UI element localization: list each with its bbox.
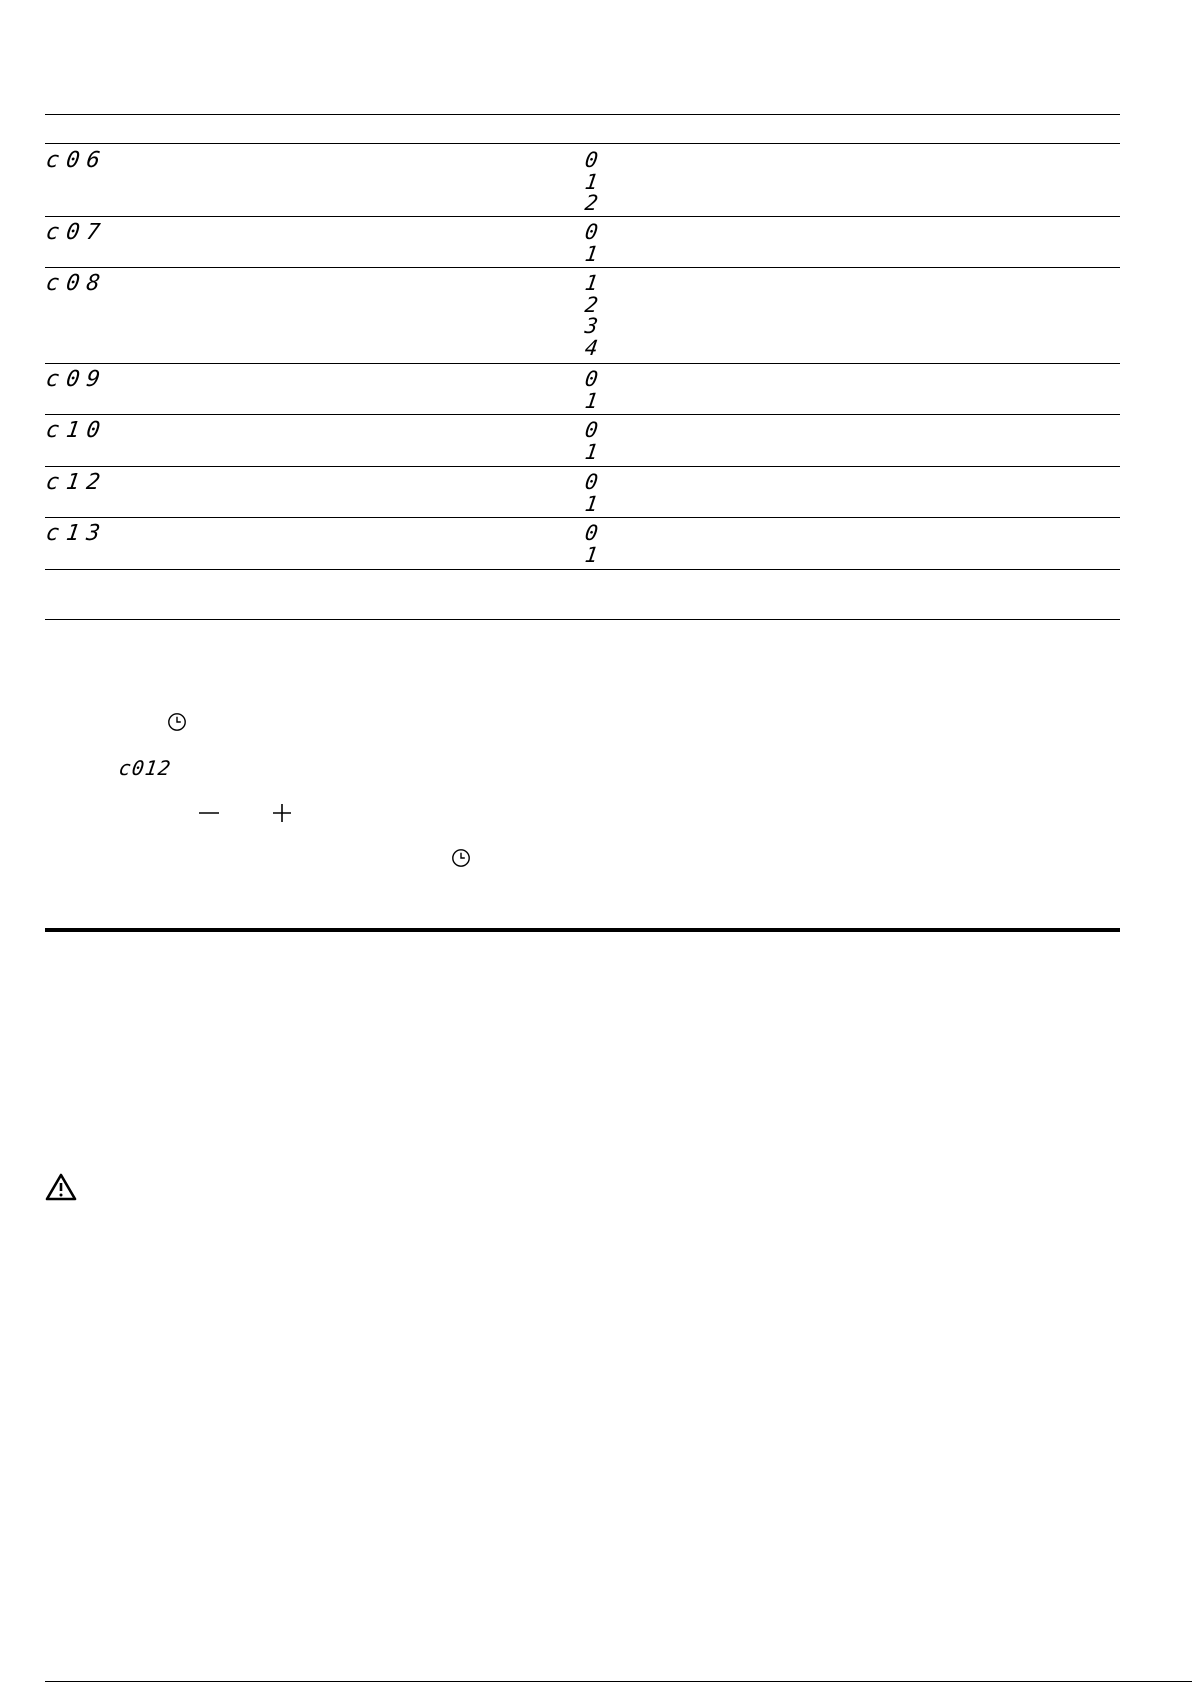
setting-value: 1 <box>583 542 600 567</box>
table-top-rule <box>45 114 1120 115</box>
setting-code: c06 <box>44 148 109 173</box>
clock-icon <box>167 712 187 737</box>
plus-icon <box>272 803 292 828</box>
row-divider <box>45 414 1120 415</box>
setting-value: 1 <box>583 241 600 266</box>
setting-code: c09 <box>44 367 109 392</box>
setting-value: 0 <box>583 148 600 172</box>
row-divider <box>45 363 1120 364</box>
setting-values <box>585 222 598 265</box>
setting-value: 2 <box>583 191 600 215</box>
setting-value: 0 <box>583 521 600 545</box>
row-divider <box>45 466 1120 467</box>
setting-code-display: c012 <box>117 756 173 780</box>
setting-value: 0 <box>583 220 600 244</box>
setting-value: 3 <box>583 314 600 338</box>
warning-icon <box>45 1173 77 1206</box>
setting-values <box>585 523 598 566</box>
setting-value: 1 <box>583 439 600 464</box>
row-divider <box>45 517 1120 518</box>
setting-values <box>585 369 598 412</box>
page-footer-rule <box>45 1681 1192 1682</box>
setting-values <box>585 420 598 463</box>
table-header-rule <box>45 143 1120 144</box>
row-divider <box>45 569 1120 570</box>
row-divider <box>45 216 1120 217</box>
minus-icon <box>198 805 220 826</box>
setting-value: 0 <box>583 418 600 442</box>
clock-icon <box>451 848 471 873</box>
setting-values <box>585 472 598 515</box>
setting-code: c08 <box>44 271 109 296</box>
table-bottom-rule <box>45 619 1120 620</box>
setting-value: 1 <box>583 271 600 295</box>
row-divider <box>45 267 1120 268</box>
setting-values <box>585 150 598 215</box>
setting-code: c07 <box>44 220 109 245</box>
setting-value: 1 <box>583 491 600 516</box>
setting-values <box>585 273 598 359</box>
setting-value: 2 <box>583 292 600 317</box>
setting-value: 1 <box>583 169 600 194</box>
setting-code: c10 <box>44 418 109 443</box>
setting-code: c13 <box>44 521 109 546</box>
setting-code: c12 <box>44 470 109 495</box>
section-divider <box>45 928 1120 932</box>
setting-value: 1 <box>583 388 600 413</box>
setting-value: 0 <box>583 470 600 494</box>
setting-value: 4 <box>583 335 600 360</box>
setting-value: 0 <box>583 367 600 391</box>
